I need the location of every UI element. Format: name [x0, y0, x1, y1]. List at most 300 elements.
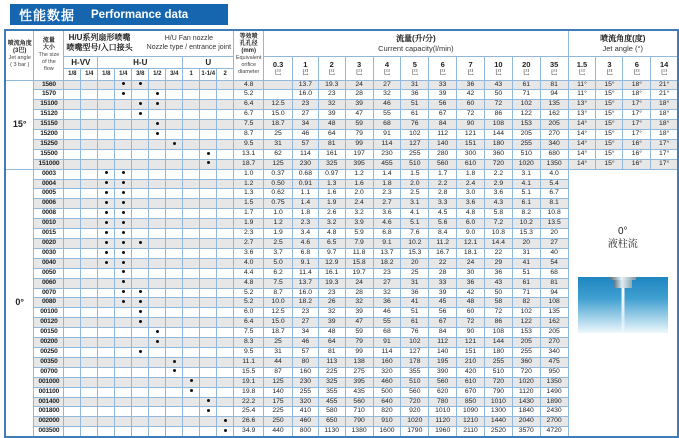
capacity-cell: 32	[373, 90, 401, 100]
nozzle-size-dot-cell	[149, 229, 166, 239]
capacity-cell: 620	[429, 387, 457, 397]
angle-col-header	[596, 56, 623, 80]
nozzle-size-dot-cell	[115, 120, 132, 130]
capacity-cell: 7.9	[345, 239, 373, 249]
capacity-cell: 5.1	[401, 219, 429, 229]
nozzle-size-dot-cell	[132, 189, 149, 199]
equiv-orifice-cell: 19.1	[234, 377, 264, 387]
capacity-cell: 255	[512, 347, 540, 357]
jet-angle-cell: 14°	[568, 139, 596, 149]
angle-col-header	[651, 56, 678, 80]
capacity-cell: 1350	[540, 377, 568, 387]
jet-angle-cell: 18°	[651, 110, 678, 120]
nozzle-size-dot-cell	[183, 298, 200, 308]
equiv-orifice-cell: 9.5	[234, 347, 264, 357]
nozzle-size-dot-cell	[132, 169, 149, 179]
capacity-cell: 395	[345, 377, 373, 387]
nozzle-size-dot-cell	[217, 278, 234, 288]
capacity-cell: 1.9	[264, 229, 293, 239]
capacity-cell: 3.4	[292, 229, 318, 239]
selection-dot	[139, 300, 142, 303]
capacity-cell: 31	[401, 80, 429, 90]
nozzle-size-dot-cell	[81, 199, 98, 209]
nozzle-size-dot-cell	[81, 209, 98, 219]
selection-dot	[139, 102, 142, 105]
jet-angle-cell: 16°	[623, 139, 651, 149]
capacity-cell: 94	[540, 90, 568, 100]
nozzle-size-dot-cell	[217, 427, 234, 437]
nozzle-size-dot-cell	[132, 328, 149, 338]
nozzle-size-dot-cell	[166, 110, 183, 120]
pressure-unit: 巴	[467, 68, 474, 76]
selection-dot	[122, 171, 125, 174]
capacity-cell: 99	[345, 347, 373, 357]
flow-size-cell: 0050	[34, 268, 64, 278]
size-col-header: 3/8	[132, 68, 149, 80]
capacity-cell: 25	[264, 338, 293, 348]
capacity-cell: 680	[540, 149, 568, 159]
jet-angle-cell: 17°	[651, 139, 678, 149]
capacity-cell: 84	[429, 328, 457, 338]
page-title-en: Performance data	[91, 8, 189, 21]
capacity-col-header	[264, 56, 293, 80]
nozzle-size-dot-cell	[115, 248, 132, 258]
nozzle-size-dot-cell	[132, 357, 149, 367]
capacity-cell: 178	[401, 357, 429, 367]
capacity-cell: 8.4	[429, 229, 457, 239]
selection-dot	[139, 350, 142, 353]
capacity-cell: 255	[512, 139, 540, 149]
nozzle-size-dot-cell	[200, 199, 217, 209]
capacity-cell: 32	[373, 288, 401, 298]
capacity-cell: 255	[484, 357, 512, 367]
capacity-col-header	[318, 56, 345, 80]
capacity-cell: 80	[292, 357, 318, 367]
capacity-cell: 30	[457, 268, 485, 278]
nozzle-size-dot-cell	[132, 417, 149, 427]
capacity-cell: 25	[401, 268, 429, 278]
nozzle-size-dot-cell	[166, 219, 183, 229]
capacity-cell: 0.75	[264, 199, 293, 209]
nozzle-size-dot-cell	[149, 239, 166, 249]
capacity-cell: 48	[457, 298, 485, 308]
nozzle-size-dot-cell	[81, 169, 98, 179]
equiv-orifice-cell: 6.7	[234, 110, 264, 120]
capacity-cell: 72	[484, 100, 512, 110]
nozzle-size-dot-cell	[81, 130, 98, 140]
capacity-cell: 510	[512, 149, 540, 159]
capacity-cell: 18.7	[264, 120, 293, 130]
nozzle-size-dot-cell	[200, 258, 217, 268]
nozzle-size-dot-cell	[64, 239, 81, 249]
capacity-cell: 55	[373, 110, 401, 120]
nozzle-size-dot-cell	[149, 298, 166, 308]
nozzle-stream-image	[578, 277, 668, 333]
selection-dot	[105, 191, 108, 194]
nozzle-size-dot-cell	[149, 377, 166, 387]
capacity-cell: 64	[318, 338, 345, 348]
capacity-cell: 720	[512, 367, 540, 377]
capacity-cell: 6.7	[540, 189, 568, 199]
capacity-cell: 1010	[484, 397, 512, 407]
jet-angle-cell: 17°	[623, 110, 651, 120]
table-row	[5, 110, 678, 120]
selection-dot	[122, 290, 125, 293]
capacity-cell: 1490	[540, 387, 568, 397]
capacity-cell: 42	[457, 90, 485, 100]
capacity-cell: 710	[345, 407, 373, 417]
nozzle-size-dot-cell	[98, 90, 115, 100]
capacity-cell: 325	[318, 159, 345, 169]
capacity-cell: 11.4	[292, 268, 318, 278]
nozzle-size-dot-cell	[217, 169, 234, 179]
capacity-cell: 950	[540, 367, 568, 377]
capacity-cell	[264, 90, 293, 100]
nozzle-size-dot-cell	[81, 100, 98, 110]
capacity-cell: 79	[345, 338, 373, 348]
capacity-cell: 2.3	[292, 219, 318, 229]
nozzle-size-dot-cell	[217, 209, 234, 219]
nozzle-size-dot-cell	[115, 357, 132, 367]
capacity-cell: 4.0	[540, 169, 568, 179]
nozzle-size-dot-cell	[217, 219, 234, 229]
jet-angle-cell: 16°	[623, 159, 651, 169]
col-header-capacity-group: 流量(升/分) Current capacity(l/min)	[264, 30, 568, 56]
nozzle-size-dot-cell	[183, 248, 200, 258]
nozzle-size-dot-cell	[132, 248, 149, 258]
equiv-orifice-cell: 5.2	[234, 288, 264, 298]
capacity-cell: 47	[345, 110, 373, 120]
capacity-cell: 455	[318, 397, 345, 407]
nozzle-size-dot-cell	[200, 169, 217, 179]
nozzle-size-dot-cell	[98, 318, 115, 328]
capacity-cell: 175	[264, 397, 293, 407]
capacity-cell: 90	[457, 120, 485, 130]
table-row	[5, 149, 678, 159]
nozzle-size-dot-cell	[166, 80, 183, 90]
capacity-cell: 5.8	[484, 209, 512, 219]
nozzle-size-dot-cell	[183, 159, 200, 169]
nozzle-size-dot-cell	[217, 298, 234, 308]
capacity-cell: 1890	[540, 397, 568, 407]
nozzle-size-dot-cell	[64, 120, 81, 130]
nozzle-size-dot-cell	[200, 239, 217, 249]
capacity-cell: 81	[318, 347, 345, 357]
jet-angle-cell: 15°	[596, 159, 623, 169]
equiv-orifice-cell: 6.0	[234, 308, 264, 318]
selection-dot	[122, 231, 125, 234]
nozzle-size-dot-cell	[81, 318, 98, 328]
angle-col-header	[568, 56, 596, 80]
capacity-cell: 41	[512, 258, 540, 268]
size-col-header: 3/4	[166, 68, 183, 80]
capacity-cell: 3.3	[429, 199, 457, 209]
nozzle-size-dot-cell	[200, 278, 217, 288]
capacity-cell: 4.6	[373, 219, 401, 229]
selection-dot	[122, 251, 125, 254]
nozzle-size-dot-cell	[200, 189, 217, 199]
capacity-cell: 113	[318, 357, 345, 367]
capacity-cell: 91	[373, 130, 401, 140]
capacity-cell: 1.8	[292, 209, 318, 219]
nozzle-size-dot-cell	[132, 387, 149, 397]
equiv-orifice-cell: 9.5	[234, 139, 264, 149]
capacity-cell: 47	[345, 318, 373, 328]
table-row	[5, 100, 678, 110]
capacity-cell: 60	[457, 100, 485, 110]
capacity-cell: 205	[512, 338, 540, 348]
table-row	[5, 139, 678, 149]
capacity-cell: 79	[345, 130, 373, 140]
nozzle-size-dot-cell	[149, 397, 166, 407]
capacity-cell: 2.8	[429, 189, 457, 199]
nozzle-size-dot-cell	[115, 149, 132, 159]
nozzle-size-dot-cell	[115, 377, 132, 387]
nozzle-size-dot-cell	[64, 159, 81, 169]
capacity-cell: 76	[401, 120, 429, 130]
capacity-cell: 1380	[345, 427, 373, 437]
nozzle-size-dot-cell	[166, 367, 183, 377]
equiv-orifice-cell: 26.6	[234, 417, 264, 427]
capacity-cell: 114	[373, 347, 401, 357]
nozzle-size-dot-cell	[200, 179, 217, 189]
equiv-orifice-cell: 3.6	[234, 248, 264, 258]
capacity-cell: 138	[345, 357, 373, 367]
capacity-cell: 510	[401, 159, 429, 169]
pressure-unit: 巴	[355, 68, 363, 76]
flow-size-cell: 00700	[34, 367, 64, 377]
capacity-cell: 3.1	[512, 169, 540, 179]
nozzle-size-dot-cell	[81, 298, 98, 308]
capacity-cell: 910	[373, 417, 401, 427]
capacity-cell: 195	[429, 357, 457, 367]
nozzle-size-dot-cell	[132, 338, 149, 348]
capacity-cell: 435	[345, 387, 373, 397]
selection-dot	[122, 300, 125, 303]
nozzle-size-dot-cell	[166, 90, 183, 100]
capacity-cell: 39	[318, 110, 345, 120]
nozzle-size-dot-cell	[64, 209, 81, 219]
nozzle-size-dot-cell	[183, 100, 200, 110]
capacity-cell: 460	[373, 377, 401, 387]
nozzle-size-dot-cell	[183, 328, 200, 338]
nozzle-size-dot-cell	[64, 328, 81, 338]
nozzle-size-dot-cell	[64, 377, 81, 387]
capacity-cell: 2.7	[373, 199, 401, 209]
nozzle-size-dot-cell	[166, 397, 183, 407]
nozzle-size-dot-cell	[115, 338, 132, 348]
selection-dot	[173, 369, 176, 372]
nozzle-size-dot-cell	[98, 338, 115, 348]
nozzle-size-dot-cell	[132, 149, 149, 159]
angle-col-header	[623, 56, 651, 80]
nozzle-size-dot-cell	[166, 159, 183, 169]
nozzle-size-dot-cell	[64, 357, 81, 367]
capacity-cell: 13.5	[540, 219, 568, 229]
nozzle-size-dot-cell	[149, 417, 166, 427]
flow-size-cell: 001000	[34, 377, 64, 387]
capacity-cell: 44	[264, 357, 293, 367]
nozzle-size-dot-cell	[200, 139, 217, 149]
selection-dot	[173, 360, 176, 363]
capacity-cell: 12.1	[457, 239, 485, 249]
nozzle-size-dot-cell	[200, 100, 217, 110]
capacity-cell: 4.5	[429, 209, 457, 219]
nozzle-size-dot-cell	[217, 347, 234, 357]
capacity-cell: 12.5	[264, 308, 293, 318]
capacity-cell: 27	[292, 110, 318, 120]
nozzle-size-dot-cell	[149, 268, 166, 278]
capacity-cell: 640	[373, 397, 401, 407]
selection-dot	[207, 399, 210, 402]
capacity-cell: 395	[345, 159, 373, 169]
capacity-cell: 5.4	[540, 179, 568, 189]
flow-size-cell: 15500	[34, 149, 64, 159]
equiv-orifice-cell: 6.4	[234, 100, 264, 110]
equiv-orifice-cell: 4.8	[234, 80, 264, 90]
nozzle-size-dot-cell	[81, 308, 98, 318]
nozzle-size-dot-cell	[183, 367, 200, 377]
nozzle-size-dot-cell	[64, 100, 81, 110]
table-row	[5, 169, 678, 179]
nozzle-size-dot-cell	[166, 387, 183, 397]
pressure-value: 2	[329, 59, 334, 69]
nozzle-size-dot-cell	[64, 169, 81, 179]
capacity-cell: 1090	[457, 407, 485, 417]
equiv-orifice-cell: 19.8	[234, 387, 264, 397]
capacity-cell: 13.7	[292, 80, 318, 90]
capacity-cell: 108	[540, 298, 568, 308]
capacity-cell: 140	[429, 139, 457, 149]
nozzle-size-dot-cell	[64, 407, 81, 417]
equiv-orifice-cell: 4.0	[234, 258, 264, 268]
nozzle-size-dot-cell	[166, 278, 183, 288]
equiv-orifice-cell: 1.5	[234, 199, 264, 209]
capacity-cell: 6.2	[264, 268, 293, 278]
capacity-cell: 15.0	[264, 110, 293, 120]
nozzle-size-dot-cell	[217, 139, 234, 149]
capacity-cell: 36	[457, 80, 485, 90]
nozzle-size-dot-cell	[217, 258, 234, 268]
pressure-unit: 巴	[495, 68, 502, 76]
capacity-cell: 0.97	[318, 169, 345, 179]
capacity-cell: 1.6	[345, 179, 373, 189]
nozzle-size-dot-cell	[81, 80, 98, 90]
nozzle-size-dot-cell	[81, 239, 98, 249]
nozzle-size-dot-cell	[217, 179, 234, 189]
flow-size-cell: 0003	[34, 169, 64, 179]
capacity-cell: 4.1	[512, 179, 540, 189]
flow-size-cell: 00120	[34, 318, 64, 328]
capacity-cell: 4.1	[401, 209, 429, 219]
flow-size-cell: 0020	[34, 239, 64, 249]
capacity-cell: 153	[512, 120, 540, 130]
capacity-cell: 4.8	[318, 229, 345, 239]
group-angle-label: 0°	[5, 169, 34, 437]
nozzle-size-dot-cell	[149, 427, 166, 437]
capacity-col-header	[373, 56, 401, 80]
capacity-cell: 125	[264, 377, 293, 387]
capacity-cell: 6.8	[292, 248, 318, 258]
nozzle-size-dot-cell	[98, 328, 115, 338]
capacity-cell: 68	[373, 120, 401, 130]
col-header-jet-angle-3bar: 喷流角度 (3巴) Jet angle ( 3 bar )	[5, 30, 34, 80]
capacity-cell: 72	[457, 318, 485, 328]
capacity-cell: 1300	[484, 407, 512, 417]
nozzle-size-dot-cell	[115, 159, 132, 169]
nozzle-size-dot-cell	[166, 407, 183, 417]
nozzle-size-dot-cell	[149, 258, 166, 268]
capacity-cell: 39	[318, 318, 345, 328]
capacity-cell: 41	[401, 298, 429, 308]
capacity-cell: 151	[457, 139, 485, 149]
selection-dot	[139, 82, 142, 85]
flow-size-cell: 15250	[34, 139, 64, 149]
capacity-cell: 121	[457, 338, 485, 348]
jet-angle-cell: 18°	[651, 100, 678, 110]
capacity-cell: 1350	[540, 159, 568, 169]
capacity-cell: 15.0	[264, 318, 293, 328]
capacity-cell: 121	[457, 130, 485, 140]
nozzle-size-dot-cell	[115, 239, 132, 249]
capacity-cell: 22	[429, 258, 457, 268]
capacity-cell: 161	[318, 149, 345, 159]
selection-dot	[156, 102, 159, 105]
nozzle-size-dot-cell	[98, 298, 115, 308]
nozzle-size-dot-cell	[149, 110, 166, 120]
selection-dot	[190, 379, 193, 382]
equiv-orifice-cell: 4.4	[234, 268, 264, 278]
nozzle-size-dot-cell	[149, 199, 166, 209]
nozzle-size-dot-cell	[183, 80, 200, 90]
capacity-cell: 23	[292, 308, 318, 318]
nozzle-size-dot-cell	[98, 288, 115, 298]
nozzle-size-dot-cell	[166, 120, 183, 130]
nozzle-size-dot-cell	[166, 209, 183, 219]
capacity-cell: 23	[373, 268, 401, 278]
nozzle-size-dot-cell	[217, 149, 234, 159]
nozzle-size-dot-cell	[200, 149, 217, 159]
capacity-cell: 340	[540, 347, 568, 357]
capacity-cell: 2.4	[345, 199, 373, 209]
pressure-value: 7	[468, 59, 473, 69]
capacity-cell: 460	[292, 417, 318, 427]
capacity-cell: 11.2	[429, 239, 457, 249]
nozzle-size-dot-cell	[183, 347, 200, 357]
capacity-cell: 8.1	[540, 199, 568, 209]
jet-angle-cell: 15°	[596, 90, 623, 100]
capacity-cell: 29	[484, 258, 512, 268]
capacity-cell: 36	[401, 90, 429, 100]
nozzle-size-dot-cell	[115, 219, 132, 229]
page-title-zh: 性能数据	[19, 8, 76, 23]
nozzle-size-dot-cell	[166, 357, 183, 367]
capacity-cell: 2.0	[401, 179, 429, 189]
capacity-cell: 112	[429, 338, 457, 348]
nozzle-size-dot-cell	[115, 199, 132, 209]
capacity-cell: 71	[512, 90, 540, 100]
nozzle-size-dot-cell	[64, 110, 81, 120]
jet-angle-cell: 17°	[623, 130, 651, 140]
flow-size-cell: 0030	[34, 248, 64, 258]
capacity-cell: 34	[292, 120, 318, 130]
nozzle-size-dot-cell	[217, 367, 234, 377]
capacity-cell: 10.0	[264, 298, 293, 308]
nozzle-size-dot-cell	[132, 318, 149, 328]
nozzle-size-dot-cell	[200, 357, 217, 367]
flow-size-cell: 0040	[34, 258, 64, 268]
nozzle-size-dot-cell	[81, 110, 98, 120]
